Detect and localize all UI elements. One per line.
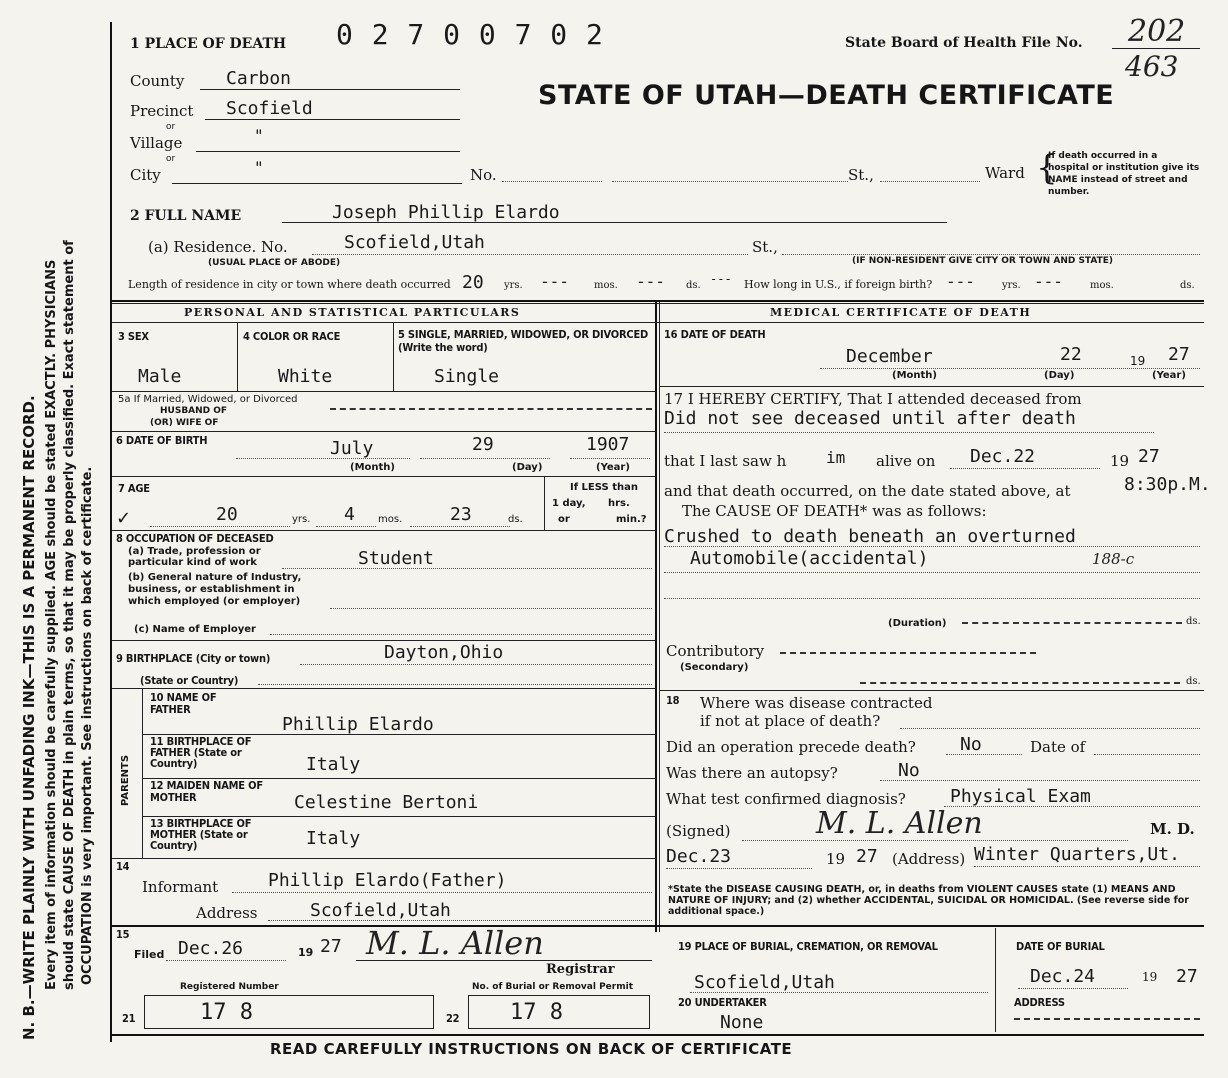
burial-label: 19 PLACE OF BURIAL, CREMATION, OR REMOVAL [678,940,938,953]
cause-code: 188-c [1092,550,1135,568]
full-name-label: 2 FULL NAME [130,208,242,224]
signed-label: (Signed) [666,822,731,840]
no-line [502,181,602,182]
burial-year: 27 [1176,966,1198,987]
last-saw-line [950,468,1100,469]
village-line [196,151,460,152]
date-of-line [1094,754,1200,755]
color-label: 4 COLOR OR RACE [243,330,341,343]
usual-place-label: (USUAL PLACE OF ABODE) [208,258,341,268]
or-2: or [166,154,176,164]
city-label: City [130,166,161,184]
footer-instructions: READ CAREFULLY INSTRUCTIONS ON BACK OF CERTIFICATE [270,1040,793,1058]
us-ds-label: ds. [1180,280,1195,291]
dod-day-cap: (Day) [1044,370,1075,381]
filed-label: Filed [134,948,165,961]
dod-line [820,368,1200,369]
dob-month-line [236,458,410,459]
sex-divider [237,323,238,391]
age-yrs-line [150,526,290,527]
county-value: Carbon [226,68,292,89]
us-yrs-label: yrs. [1002,280,1021,291]
occupation-b-label: (b) General nature of Industry, business, or establishment in which employed (or employer) [128,572,302,607]
registered-number-header: Registered Number [180,982,279,992]
certify-label: 17 I HEREBY CERTIFY, That I attended deceased from [664,390,1082,408]
address-label: Address [196,904,258,922]
filed-year-prefix: 19 [298,946,314,959]
dob-label: 6 DATE OF BIRTH [116,434,208,447]
dod-year-prefix: 19 [1130,354,1146,368]
residence-line [312,254,748,255]
spouse-label-3: (OR) WIFE OF [150,418,219,428]
birthplace-sub-line [258,684,652,685]
last-saw-label: that I last saw h [664,452,787,470]
signed-address-line [974,866,1200,867]
occupation-line [282,568,652,569]
where-label-1: Where was disease contracted [700,694,933,712]
age-ds-line [410,526,510,527]
burial-place: Scofield,Utah [694,972,835,993]
st-line [880,181,980,182]
signed-date: Dec.23 [666,846,732,867]
registrar-line [356,960,652,961]
autopsy-label: Was there an autopsy? [666,764,838,782]
us-mos-label: mos. [1090,280,1114,291]
dod-year: 27 [1168,344,1190,365]
medical-header: MEDICAL CERTIFICATE OF DEATH [770,306,1032,319]
burial-permit-num: 22 [446,1012,460,1025]
death-time: 8:30p.M. [1124,474,1211,495]
duration-dash [962,622,1182,624]
dod-bottom [660,386,1204,387]
personal-header: PERSONAL AND STATISTICAL PARTICULARS [184,306,521,319]
sex-label: 3 SEX [118,330,149,343]
filed-year: 27 [320,936,342,957]
operation-label: Did an operation precede death? [666,738,916,756]
signed-address-label: (Address) [892,850,966,868]
age-ds: 23 [450,504,472,525]
signed-line [742,840,1128,841]
ward-brace: { [1036,148,1058,188]
or-label: or [558,514,570,525]
him-value: im [826,448,846,467]
mother-bp-bottom [112,858,656,859]
informant-value: Phillip Elardo(Father) [268,870,507,891]
color-value: White [278,366,333,387]
last-saw-year: 27 [1138,446,1160,467]
father-value: Phillip Elardo [282,714,434,735]
burial-date-line [1018,988,1128,989]
dob-year-line [570,458,650,459]
age-mos-label: mos. [378,514,403,525]
dod-label: 16 DATE OF DEATH [664,328,766,341]
length-yrs-label: yrs. [504,280,523,291]
age-bottom [112,530,656,531]
address-value: Scofield,Utah [310,900,451,921]
father-label: 10 NAME OF FATHER [150,691,217,716]
village-label: Village [130,134,183,152]
registered-number-box [144,995,434,1029]
attended-value: Did not see deceased until after death [664,408,1076,429]
residence-st-label: St., [752,238,778,256]
side-note-line2: Every item of information should be carefully supplied. AGE should be stated EXACTLY. PHYSICIANS [44,259,59,990]
birthplace-bottom [112,688,656,689]
occupation-bottom [112,640,656,641]
row5a-bottom [112,431,656,432]
one-day-label: 1 day, [552,498,586,509]
or-1: or [166,122,176,132]
certificate-number: 0 2 7 0 0 7 0 2 [336,18,604,51]
occupation-label: 8 OCCUPATION OF DECEASED [116,532,274,545]
marital-label: 5 SINGLE, MARRIED, WIDOWED, OR DIVORCED (Write the word) [398,328,649,354]
informant-bottom [112,925,1204,927]
precinct-label: Precinct [130,102,194,120]
grid-center-divider-2 [659,302,660,932]
mother-value: Celestine Bertoni [294,792,479,813]
spouse-label-2: HUSBAND OF [160,406,228,416]
duration-2-ds: ds. [1186,676,1201,687]
document-title: STATE OF UTAH—DEATH CERTIFICATE [538,80,1115,111]
us-yrs-dash: --- [946,272,975,291]
cause-line-2: Automobile(accidental) [690,548,929,569]
operation-line [946,754,1022,755]
side-note-line1: N. B.—WRITE PLAINLY WITH UNFADING INK—THIS IS A PERMANENT RECORD. [20,395,38,1040]
occupation-c-label: (c) Name of Employer [134,624,256,635]
color-divider [393,323,394,391]
full-name-line [282,222,947,223]
father-bp-label: 11 BIRTHPLACE OF FATHER (State or Country) [150,735,252,770]
age-yrs: 20 [216,504,238,525]
registrar-signature: M. L. Allen [366,924,544,962]
mother-bp-value: Italy [306,828,361,849]
where-num: 18 [666,694,680,707]
physician-signature: M. L. Allen [816,806,983,841]
age-mos-line [316,526,376,527]
undertaker-address-label: ADDRESS [1014,996,1065,1009]
test-value: Physical Exam [950,786,1091,807]
length-mos-label: mos. [594,280,618,291]
how-long-label: How long in U.S., if foreign birth? [744,278,933,291]
duration-label: (Duration) [888,618,947,629]
footnote: *State the DISEASE CAUSING DEATH, or, in deaths from VIOLENT CAUSES state (1) MEANS AND NATURE OF INJURY; and (2) whether ACCIDENTAL, SUICIDAL OR HOMICIDAL. (See reverse side for additional space.) [668,884,1189,917]
burial-place-line [690,992,988,993]
test-label: What test confirmed diagnosis? [666,790,906,808]
county-label: County [130,72,185,90]
cause-line-1: Crushed to death beneath an overturned [664,526,1076,547]
sex-value: Male [138,366,182,387]
last-saw-date: Dec.22 [970,446,1036,467]
spouse-label-1: 5a If Married, Widowed, or Divorced [118,394,298,405]
no-label: No. [470,166,497,184]
age-mos: 4 [344,504,355,525]
occupation-a-label: (a) Trade, profession or particular kind of work [128,546,261,568]
contributory-dash [780,652,1036,654]
where-label-2: if not at place of death? [700,712,881,730]
occupation-b-line [330,608,652,609]
autopsy-line [880,780,1200,781]
dob-day-cap: (Day) [512,462,543,473]
state-board-label: State Board of Health File No. [845,35,1083,51]
registered-num-label: 21 [122,1012,136,1025]
autopsy-value: No [898,760,920,781]
min-label: min.? [616,514,647,525]
date-of-label: Date of [1030,738,1086,756]
dod-year-cap: (Year) [1152,370,1186,381]
md-label: M. D. [1150,820,1195,838]
death-at-label: and that death occurred, on the date stated above, at [664,482,1071,500]
residence-label: (a) Residence. No. [148,238,288,256]
grid-top-rule [112,300,1204,302]
age-ds-label: ds. [508,514,523,525]
duration-ds: ds. [1186,616,1201,627]
filed-date: Dec.26 [178,938,244,959]
full-name-value: Joseph Phillip Elardo [332,202,560,223]
burial-permit-value: 17 8 [510,1000,563,1025]
precinct-line [205,119,460,120]
county-line [200,89,460,90]
informant-line [232,892,652,893]
form-left-border [110,22,112,1042]
dob-year: 1907 [586,434,630,455]
length-mos-dash: --- [540,272,569,291]
age-check: ✓ [116,508,132,529]
nonresident-note: (IF NON-RESIDENT GIVE CITY OR TOWN AND STATE) [852,256,1114,266]
mother-bp-label: 13 BIRTHPLACE OF MOTHER (State or Country) [150,817,252,852]
file-number-handwritten: 463 [1125,50,1179,83]
signed-date-line [666,868,812,869]
birthplace-sub-label: (State or Country) [140,674,239,687]
dod-month: December [846,346,933,367]
burial-date: Dec.24 [1030,966,1096,987]
cause-bottom [660,690,1204,691]
contributory-label: Contributory [666,642,765,660]
filed-date-line [166,960,286,961]
ward-label: Ward [985,164,1025,182]
occupation-c-line [270,634,652,635]
where-line [900,728,1200,729]
undertaker-label: 20 UNDERTAKER [678,996,767,1009]
parents-label: PARENTS [120,754,131,806]
dob-month: July [330,438,374,459]
burial-year-prefix: 19 [1142,970,1158,984]
age-label: 7 AGE [118,482,150,495]
undertaker-address-dash [1014,1018,1200,1020]
row1-bottom [112,391,656,392]
registered-number: 17 8 [200,1000,253,1025]
age-yrs-label: yrs. [292,514,311,525]
burial-permit-header: No. of Burial or Removal Permit [472,982,633,992]
cause-3-underline [664,598,1200,599]
how-long-dash: --- [710,272,732,286]
residence-value: Scofield,Utah [344,232,485,253]
filed-num: 15 [116,928,130,941]
street-line [612,181,848,182]
bottom-rule [112,1034,1204,1036]
dob-month-cap: (Month) [350,462,395,473]
attended-line [664,432,1154,433]
birthplace-label: 9 BIRTHPLACE (City or town) [116,652,271,665]
secondary-label: (Secondary) [680,662,749,673]
length-ds-label: ds. [686,280,701,291]
mother-label: 12 MAIDEN NAME OF MOTHER [150,779,263,804]
operation-value: No [960,734,982,755]
ward-note: If death occurred in a hospital or institution give its NAME instead of street and number. [1048,151,1200,197]
age-divider [544,476,545,530]
st-label: St., [848,166,874,184]
dob-year-cap: (Year) [596,462,630,473]
signed-year-prefix: 19 [826,850,846,868]
parents-divider [142,688,143,858]
length-yrs-value: 20 [462,272,484,293]
dod-month-cap: (Month) [892,370,937,381]
signed-year: 27 [856,846,878,867]
precinct-value: Scofield [226,98,313,119]
address-line [268,920,652,921]
file-number-underline [1112,48,1200,49]
side-note-line3: should state CAUSE OF DEATH in plain terms, so that it may be properly classified. Exact statement of [62,240,77,990]
if-less-label: If LESS than [570,482,638,493]
dob-bottom [112,476,656,477]
signed-address: Winter Quarters,Ut. [974,844,1180,865]
last-saw-year-prefix: 19 [1110,452,1130,470]
father-bp-value: Italy [306,754,361,775]
dob-day: 29 [472,434,494,455]
cause-2-underline [664,572,1200,573]
dod-day: 22 [1060,344,1082,365]
burial-divider [995,928,996,1032]
village-value: " [254,126,264,145]
date-burial-label: DATE OF BURIAL [1016,940,1105,953]
residence-st-line [782,254,1200,255]
spouse-dash [330,408,652,410]
duration-2-dash [860,682,1180,684]
place-of-death-label: 1 PLACE OF DEATH [130,36,287,52]
header-bottom-rule [112,322,1204,323]
us-mos-dash: --- [1034,272,1063,291]
undertaker-value: None [720,1012,764,1033]
informant-num: 14 [116,860,130,873]
dob-day-line [420,458,550,459]
length-residence-label: Length of residence in city or town where death occurred [128,278,451,291]
grid-center-divider [655,302,657,932]
occupation-value: Student [358,548,434,569]
city-value: " [254,158,264,177]
cause-label: The CAUSE OF DEATH* was as follows: [682,502,987,520]
informant-label: Informant [142,878,219,896]
cause-1-underline [664,546,1200,547]
hrs-label: hrs. [608,498,630,509]
side-note-line4: OCCUPATION is very important. See instructions on back of certificate. [80,466,95,985]
birthplace-value: Dayton,Ohio [384,642,504,663]
file-number: 202 [1128,14,1186,49]
birthplace-line [300,664,652,665]
length-ds-dash: --- [636,272,665,291]
city-line [172,183,462,184]
marital-value: Single [434,366,500,387]
registrar-label: Registrar [546,962,615,977]
grid-top-rule-2 [112,303,1204,304]
alive-on-label: alive on [876,452,936,470]
